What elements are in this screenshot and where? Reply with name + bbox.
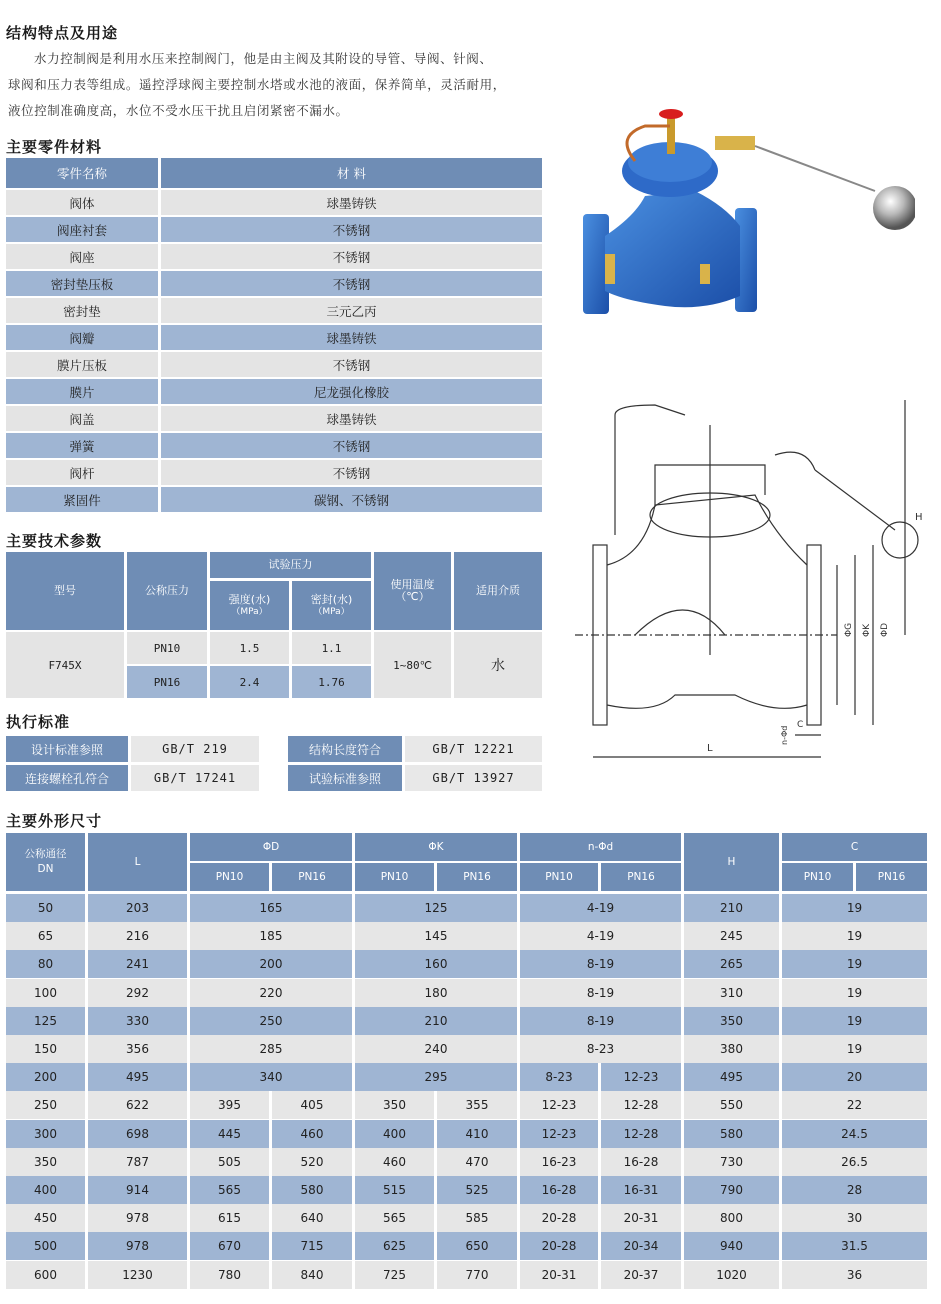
dims-cell: 622 — [126, 1098, 149, 1113]
dims-cell: 410 — [465, 1126, 489, 1141]
dims-cell: 300 — [34, 1126, 57, 1141]
dims-dn-sub: DN — [37, 863, 54, 875]
dims-cell: 203 — [126, 901, 149, 915]
std-bolt-label: 连接螺栓孔符合 — [6, 765, 128, 791]
dims-cell: 350 — [720, 1013, 743, 1028]
dims-k-pn10: PN10 — [355, 863, 434, 891]
tech-strength-header — [210, 581, 289, 630]
dims-cell: 460 — [300, 1126, 324, 1141]
tech-strength-row-1: 1.5 — [210, 632, 289, 664]
valve-section-drawing — [575, 395, 927, 765]
part-material: 球墨铸铁 — [161, 190, 542, 217]
dims-cell: 292 — [126, 985, 149, 1000]
dims-cell: 210 — [424, 1013, 448, 1028]
part-name: 紧固件 — [6, 487, 161, 514]
tech-temp-header — [374, 552, 451, 630]
dims-cell: 20-31 — [541, 1267, 577, 1282]
dims-cell: 8-23 — [545, 1070, 573, 1085]
dims-cell: 978 — [126, 1211, 149, 1226]
dims-cell: 26.5 — [841, 1154, 868, 1169]
dims-cell: 30 — [846, 1211, 863, 1226]
part-name: 阀杆 — [6, 460, 161, 487]
dims-cell: 265 — [720, 957, 743, 972]
dims-d-header: ΦD — [190, 833, 352, 861]
dims-cell: 28 — [846, 1183, 863, 1197]
dims-cell: 8-19 — [586, 957, 615, 972]
part-material: 不锈钢 — [161, 217, 542, 244]
dims-cell: 295 — [424, 1070, 448, 1085]
dims-cell: 20-28 — [541, 1239, 577, 1254]
dims-cell: 12-23 — [541, 1126, 577, 1141]
dims-cell: 200 — [34, 1070, 57, 1085]
dims-cell: 460 — [383, 1154, 406, 1169]
part-material: 不锈钢 — [161, 433, 542, 460]
dims-cell: 16-28 — [623, 1154, 659, 1169]
dims-cell: 495 — [720, 1070, 743, 1085]
dims-cell: 145 — [424, 929, 448, 944]
dims-row — [6, 1176, 927, 1204]
tech-medium-header: 适用介质 — [454, 552, 542, 630]
dims-cell: 340 — [259, 1070, 283, 1085]
dims-cell: 330 — [126, 1013, 149, 1028]
dims-cell: 380 — [720, 1042, 743, 1056]
dims-cell: 780 — [218, 1267, 241, 1282]
dims-row — [6, 922, 927, 950]
dims-cell: 165 — [259, 901, 283, 915]
dims-cell: 505 — [218, 1154, 241, 1169]
parts-row — [6, 460, 542, 487]
dims-cell: 19 — [846, 957, 863, 972]
dims-cell: 787 — [126, 1154, 149, 1169]
dims-cell: 1020 — [716, 1267, 747, 1282]
dims-cell: 515 — [383, 1183, 406, 1197]
dims-cell: 350 — [34, 1154, 57, 1169]
parts-row — [6, 190, 542, 217]
dims-d-pn10: PN10 — [190, 863, 269, 891]
dims-cell: 31.5 — [841, 1239, 868, 1254]
dims-cell: 400 — [383, 1126, 406, 1141]
dims-cell: 12-28 — [623, 1126, 659, 1141]
dims-cell: 520 — [300, 1154, 324, 1169]
features-line-1: 水力控制阀是利用水压来控制阀门，他是由主阀及其附设的导管、导阀、针阀、 — [34, 51, 493, 66]
tech-temp-unit: （℃） — [395, 590, 430, 603]
dims-cell: 200 — [259, 957, 283, 972]
dims-cell: 19 — [846, 1042, 863, 1056]
parts-row — [6, 271, 542, 298]
features-line-2: 球阀和压力表等组成。遥控浮球阀主要控制水塔或水池的液面，保养简单，灵活耐用， — [8, 77, 506, 92]
tech-pn-row-2: PN16 — [127, 666, 207, 698]
dims-c-pn16: PN16 — [856, 863, 927, 891]
dims-cell: 4-19 — [586, 901, 615, 915]
dims-cell: 20-31 — [623, 1211, 659, 1226]
dims-cell: 310 — [720, 985, 743, 1000]
dims-cell: 180 — [424, 985, 448, 1000]
dims-row — [6, 1148, 927, 1176]
dims-cell: 8-23 — [586, 1042, 615, 1056]
dims-cell: 19 — [846, 929, 863, 944]
dims-row — [6, 894, 927, 922]
part-material: 尼龙强化橡胶 — [161, 379, 542, 406]
parts-title: 主要零件材料 — [6, 138, 103, 156]
parts-table — [6, 158, 542, 514]
dims-cell: 210 — [720, 901, 743, 915]
tech-pn-header: 公称压力 — [127, 552, 207, 630]
dims-cell: 840 — [300, 1267, 324, 1282]
dims-row — [6, 1232, 927, 1260]
dims-k-header: ΦK — [355, 833, 517, 861]
part-material: 球墨铸铁 — [161, 406, 542, 433]
dims-n-header: n-Φd — [520, 833, 681, 861]
dims-cell: 450 — [34, 1211, 57, 1226]
std-length-label: 结构长度符合 — [288, 736, 402, 762]
dims-row — [6, 1204, 927, 1232]
dims-l-header: L — [88, 833, 187, 891]
parts-row — [6, 325, 542, 352]
dims-row — [6, 1120, 927, 1148]
part-name: 阀瓣 — [6, 325, 161, 352]
dims-cell: 600 — [34, 1267, 57, 1282]
part-material: 球墨铸铁 — [161, 325, 542, 352]
dims-cell: 565 — [383, 1211, 406, 1226]
part-material: 碳钢、不锈钢 — [161, 487, 542, 514]
tech-medium-value: 水 — [454, 632, 542, 698]
dims-cell: 585 — [465, 1211, 489, 1226]
dims-cell: 525 — [465, 1183, 489, 1197]
part-name: 膜片 — [6, 379, 161, 406]
dims-cell: 245 — [720, 929, 743, 944]
dims-row — [6, 1091, 927, 1119]
dims-cell: 150 — [34, 1042, 57, 1056]
dims-cell: 125 — [34, 1013, 57, 1028]
tech-seal-label: 密封(水) — [310, 592, 353, 606]
tech-temp-value: 1~80℃ — [374, 632, 451, 698]
part-material: 不锈钢 — [161, 460, 542, 487]
drawing-label-od: ΦD — [880, 622, 890, 637]
part-name: 阀体 — [6, 190, 161, 217]
dims-cell: 16-23 — [541, 1154, 577, 1169]
parts-header-name: 零件名称 — [6, 158, 161, 190]
dims-cell: 580 — [720, 1126, 743, 1141]
features-title: 结构特点及用途 — [6, 24, 119, 42]
dims-cell: 445 — [218, 1126, 241, 1141]
tech-seal-row-1: 1.1 — [292, 632, 371, 664]
part-name: 阀座 — [6, 244, 161, 271]
std-bolt-value: GB/T 17241 — [131, 765, 259, 791]
dims-row — [6, 950, 927, 978]
dims-cell: 250 — [259, 1013, 283, 1028]
drawing-label-ok: ΦK — [862, 624, 872, 637]
dims-cell: 12-23 — [541, 1098, 577, 1113]
dims-cell: 20 — [846, 1070, 863, 1085]
tech-strength-row-2: 2.4 — [210, 666, 289, 698]
dims-cell: 16-31 — [623, 1183, 659, 1197]
dims-cell: 350 — [383, 1098, 406, 1113]
tech-seal-row-2: 1.76 — [292, 666, 371, 698]
dims-cell: 100 — [34, 985, 57, 1000]
dims-row — [6, 1063, 927, 1091]
dims-cell: 715 — [300, 1239, 324, 1254]
dims-cell: 550 — [720, 1098, 743, 1113]
dims-cell: 356 — [126, 1042, 149, 1056]
dims-cell: 8-19 — [586, 1013, 615, 1028]
dims-n-pn16: PN16 — [601, 863, 681, 891]
dims-c-header: C — [782, 833, 927, 861]
dims-cell: 12-28 — [623, 1098, 659, 1113]
dims-cell: 400 — [34, 1183, 57, 1197]
part-name: 密封垫压板 — [6, 271, 161, 298]
drawing-label-nd: n-Φd — [780, 725, 789, 745]
dims-cell: 405 — [300, 1098, 324, 1113]
dims-n-pn10: PN10 — [520, 863, 598, 891]
dims-cell: 20-37 — [623, 1267, 659, 1282]
features-paragraph — [8, 46, 553, 124]
tech-model-header: 型号 — [6, 552, 124, 630]
drawing-label-og: ΦG — [844, 622, 854, 637]
std-test-label: 试验标准参照 — [288, 765, 402, 791]
drawing-label-l: L — [707, 743, 713, 754]
dims-cell: 19 — [846, 901, 863, 915]
dims-row — [6, 1007, 927, 1035]
dims-cell: 125 — [424, 901, 448, 915]
dims-cell: 940 — [720, 1239, 743, 1254]
dims-cell: 470 — [465, 1154, 489, 1169]
dims-dn-label: 公称通径 — [24, 848, 67, 860]
dims-d-pn16: PN16 — [272, 863, 352, 891]
dims-cell: 625 — [383, 1239, 406, 1254]
tech-seal-header — [292, 581, 371, 630]
dims-cell: 24.5 — [841, 1126, 868, 1141]
dims-cell: 790 — [720, 1183, 743, 1197]
parts-row — [6, 352, 542, 379]
dims-cell: 914 — [126, 1183, 149, 1197]
dims-cell: 250 — [34, 1098, 57, 1113]
part-material: 不锈钢 — [161, 244, 542, 271]
part-name: 弹簧 — [6, 433, 161, 460]
tech-pn-row-1: PN10 — [127, 632, 207, 664]
part-name: 密封垫 — [6, 298, 161, 325]
part-name: 阀座衬套 — [6, 217, 161, 244]
dims-row — [6, 1261, 927, 1289]
dims-k-pn16: PN16 — [437, 863, 517, 891]
dims-cell: 20-34 — [623, 1239, 659, 1254]
dims-cell: 725 — [383, 1267, 406, 1282]
tech-seal-unit: （MPa） — [313, 606, 350, 617]
dims-cell: 19 — [846, 985, 863, 1000]
dims-cell: 730 — [720, 1154, 743, 1169]
drawing-label-c: C — [797, 720, 804, 730]
dims-cell: 495 — [126, 1070, 149, 1085]
tech-table — [6, 552, 542, 698]
dims-cell: 355 — [465, 1098, 489, 1113]
dims-cell: 670 — [218, 1239, 241, 1254]
dims-h-header: H — [684, 833, 779, 891]
part-name: 阀盖 — [6, 406, 161, 433]
features-line-3: 液位控制准确度高，水位不受水压干扰且启闭紧密不漏水。 — [8, 103, 349, 118]
standards-title: 执行标准 — [6, 713, 71, 731]
dims-cell: 80 — [37, 957, 54, 972]
parts-row — [6, 433, 542, 460]
dims-dn-header — [6, 833, 85, 891]
part-name: 膜片压板 — [6, 352, 161, 379]
part-material: 不锈钢 — [161, 352, 542, 379]
dims-cell: 160 — [424, 957, 448, 972]
tech-model-value: F745X — [6, 632, 124, 698]
tech-temp-label: 使用温度 — [390, 578, 435, 591]
parts-row — [6, 487, 542, 514]
dims-row — [6, 979, 927, 1007]
dims-cell: 36 — [846, 1267, 863, 1282]
parts-header-row — [6, 158, 542, 190]
std-design-label: 设计标准参照 — [6, 736, 128, 762]
drawing-label-h: H — [915, 512, 923, 523]
parts-row — [6, 244, 542, 271]
dims-cell: 285 — [259, 1042, 283, 1056]
dims-cell: 580 — [300, 1183, 324, 1197]
part-material: 不锈钢 — [161, 271, 542, 298]
dims-cell: 216 — [126, 929, 149, 944]
dims-title: 主要外形尺寸 — [6, 812, 103, 830]
dims-cell: 20-28 — [541, 1211, 577, 1226]
dims-cell: 395 — [218, 1098, 241, 1113]
tech-strength-unit: （MPa） — [231, 606, 268, 617]
parts-row — [6, 379, 542, 406]
dims-cell: 500 — [34, 1239, 57, 1254]
dims-cell: 8-19 — [586, 985, 615, 1000]
dims-cell: 1230 — [122, 1267, 153, 1282]
dims-cell: 4-19 — [586, 929, 615, 944]
dims-cell: 978 — [126, 1239, 149, 1254]
dims-cell: 22 — [846, 1098, 863, 1113]
dims-cell: 615 — [218, 1211, 241, 1226]
dims-cell: 19 — [846, 1013, 863, 1028]
dims-cell: 698 — [126, 1126, 149, 1141]
dims-cell: 220 — [259, 985, 283, 1000]
dims-row — [6, 1035, 927, 1063]
dims-c-pn10: PN10 — [782, 863, 853, 891]
tech-test-header: 试验压力 — [210, 552, 371, 578]
dims-cell: 640 — [300, 1211, 324, 1226]
dims-cell: 50 — [37, 901, 54, 915]
dims-cell: 800 — [720, 1211, 743, 1226]
dims-cell: 565 — [218, 1183, 241, 1197]
valve-photo — [575, 96, 915, 326]
tech-strength-label: 强度(水) — [228, 592, 271, 606]
dims-cell: 650 — [465, 1239, 489, 1254]
parts-row — [6, 406, 542, 433]
dims-cell: 65 — [37, 929, 54, 944]
parts-row — [6, 217, 542, 244]
dims-cell: 241 — [126, 957, 149, 972]
parts-row — [6, 298, 542, 325]
std-design-value: GB/T 219 — [131, 736, 259, 762]
dims-cell: 12-23 — [623, 1070, 659, 1085]
part-material: 三元乙丙 — [161, 298, 542, 325]
std-length-value: GB/T 12221 — [405, 736, 542, 762]
std-test-value: GB/T 13927 — [405, 765, 542, 791]
parts-header-material: 材 料 — [161, 158, 542, 190]
dims-cell: 770 — [465, 1267, 489, 1282]
dims-cell: 185 — [259, 929, 283, 944]
tech-title: 主要技术参数 — [6, 532, 103, 550]
dims-cell: 16-28 — [541, 1183, 577, 1197]
dims-cell: 240 — [424, 1042, 448, 1056]
